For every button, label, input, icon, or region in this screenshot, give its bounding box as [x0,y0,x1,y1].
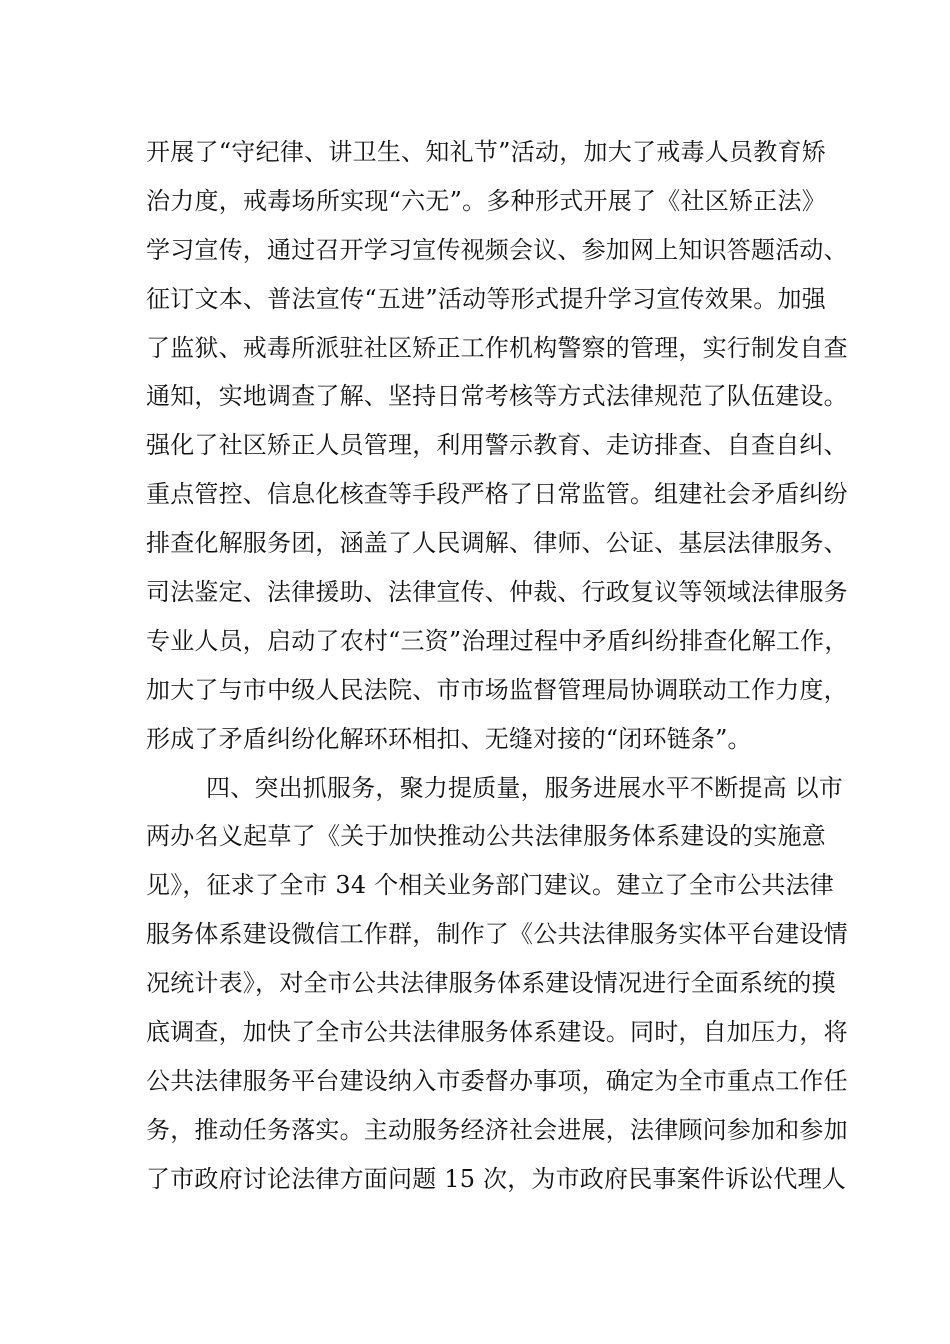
text-line: 了监狱、戒毒所派驻社区矫正工作机构警察的管理，实行制发自查 [146,333,848,362]
text-line: 排查化解服务团，涵盖了人民调解、律师、公证、基层法律服务、 [146,529,848,558]
text-line: 底调查，加快了全市公共法律服务体系建设。同时，自加压力，将 [146,1018,848,1047]
text-line: 重点管控、信息化核查等手段严格了日常监管。组建社会矛盾纠纷 [146,480,848,509]
text-line: 开展了“守纪律、讲卫生、知礼节”活动，加大了戒毒人员教育矫 [146,138,826,166]
text-line: 服务体系建设微信工作群，制作了《公共法律服务实体平台建设情 [146,920,848,949]
text-line: 公共法律服务平台建设纳入市委督办事项，确定为全市重点工作任 [146,1066,848,1095]
text-line: 加大了与市中级人民法院、市市场监督管理局协调联动工作力度， [146,675,848,704]
section-heading-line: 四、突出抓服务，聚力提质量，服务进展水平不断提高 以市 [206,773,844,802]
text-line: 务，推动任务落实。主动服务经济社会进展，法律顾问参加和参加 [146,1115,848,1144]
text-line: 征订文本、普法宣传“五进”活动等形式提升学习宣传效果。加强 [146,284,826,313]
text-line: 学习宣传，通过召开学习宣传视频会议、参加网上知识答题活动、 [146,235,848,264]
text-line: 专业人员，启动了农村“三资”治理过程中矛盾纠纷排查化解工作， [146,626,849,655]
text-line: 见》，征求了全市 34 个相关业务部门建议。建立了全市公共法律 [146,871,834,900]
text-line: 通知，实地调查了解、坚持日常考核等方式法律规范了队伍建设。 [146,382,848,411]
text-line: 两办名义起草了《关于加快推动公共法律服务体系建设的实施意 [146,822,826,851]
document-body [146,128,849,1204]
text-line: 况统计表》，对全市公共法律服务体系建设情况进行全面系统的摸 [146,969,836,998]
text-line: 治力度，戒毒场所实现“六无”。多种形式开展了《社区矫正法》 [146,186,826,215]
text-line: 了市政府讨论法律方面问题 15 次，为市政府民事案件诉讼代理人 [146,1164,846,1193]
paragraph-end-line: 形成了矛盾纠纷化解环环相扣、无缝对接的“闭环链条”。 [146,724,752,753]
text-line: 强化了社区矫正人员管理，利用警示教育、走访排查、自查自纠、 [146,431,848,460]
text-line: 司法鉴定、法律援助、法律宣传、仲裁、行政复议等领域法律服务 [146,578,848,607]
